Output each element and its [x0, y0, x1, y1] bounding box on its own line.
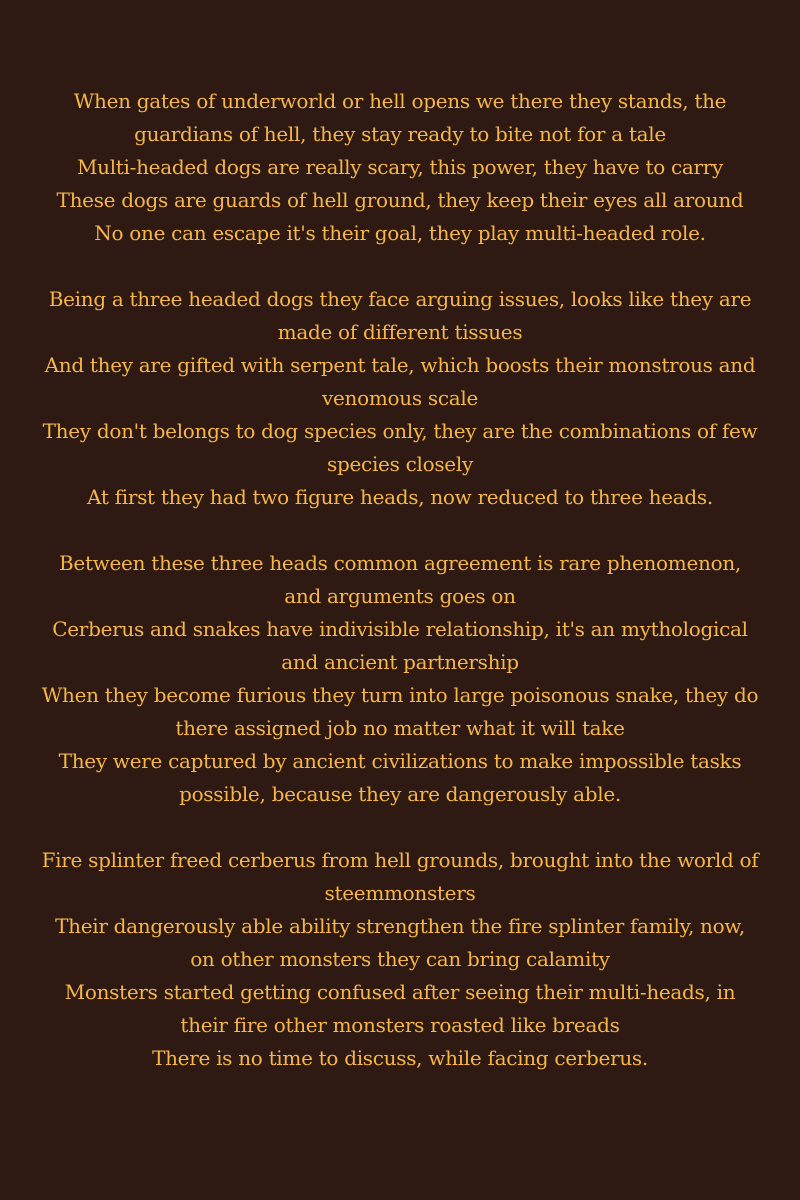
poem-line: Monsters started getting confused after seeing their multi-heads, in their fire other monsters roasted like breads	[64, 980, 736, 1037]
poem-line: When they become furious they turn into large poisonous snake, they do there assigned job no matter what it will take	[41, 683, 759, 740]
poem-line: No one can escape it's their goal, they play multi-headed role.	[94, 221, 706, 245]
poem-line: Cerberus and snakes have indivisible relationship, it's an mythological and ancient partnership	[52, 617, 748, 674]
poem-line: Their dangerously able ability strengthen the fire splinter family, now, on other monsters they can bring calamity	[55, 914, 745, 971]
poem-line: And they are gifted with serpent tale, which boosts their monstrous and venomous scale	[44, 353, 756, 410]
stanza-2	[40, 283, 760, 514]
poem-line: There is no time to discuss, while facing cerberus.	[152, 1046, 648, 1070]
poem	[40, 85, 760, 1075]
poem-line: Between these three heads common agreement is rare phenomenon, and arguments goes on	[59, 551, 741, 608]
poem-line: Multi-headed dogs are really scary, this power, they have to carry	[76, 155, 724, 179]
poem-line: At first they had two figure heads, now reduced to three heads.	[87, 485, 713, 509]
poem-line: Being a three headed dogs they face arguing issues, looks like they are made of different tissues	[48, 287, 752, 344]
poem-line: These dogs are guards of hell ground, they keep their eyes all around	[56, 188, 744, 212]
stanza-3	[40, 547, 760, 811]
poem-line: They were captured by ancient civilizations to make impossible tasks possible, because they are dangerously able.	[58, 749, 742, 806]
poem-line: Fire splinter freed cerberus from hell grounds, brought into the world of steemmonsters	[41, 848, 759, 905]
stanza-4	[40, 844, 760, 1075]
poem-line: They don't belongs to dog species only, they are the combinations of few species closely	[42, 419, 758, 476]
poem-line: When gates of underworld or hell opens we there they stands, the guardians of hell, they stay ready to bite not for a tale	[73, 89, 727, 146]
stanza-1	[40, 85, 760, 250]
